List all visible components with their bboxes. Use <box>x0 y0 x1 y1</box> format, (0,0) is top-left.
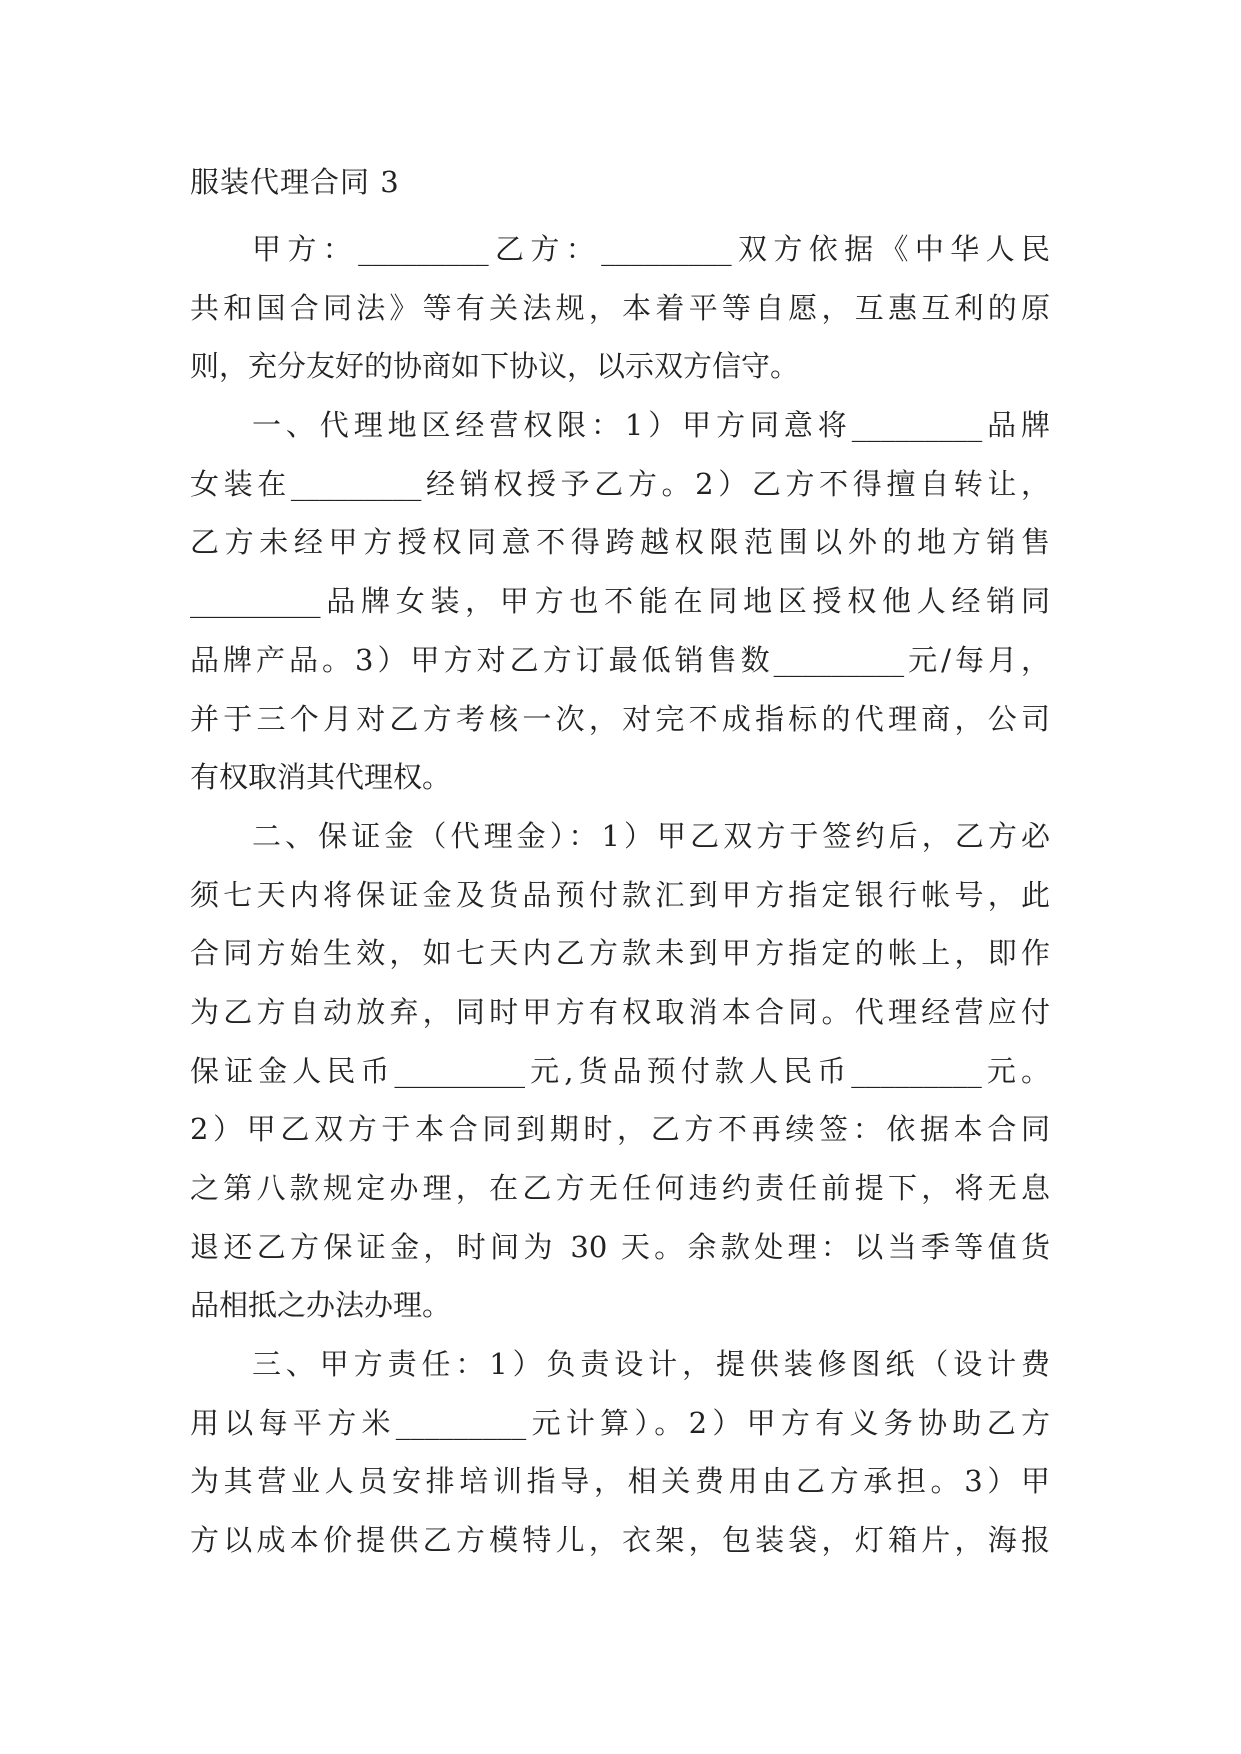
text-line: 退还乙方保证金，时间为 30 天。余款处理：以当季等值货 <box>190 1229 1050 1264</box>
document-title: 服装代理合同 3 <box>190 165 400 199</box>
text-line: 女装在_________经销权授予乙方。2）乙方不得擅自转让， <box>190 466 1050 501</box>
text-line: 一、代理地区经营权限：1）甲方同意将_________品牌 <box>252 408 1050 443</box>
text-line: 用以每平方米_________元计算）。2）甲方有义务协助乙方 <box>190 1405 1050 1440</box>
text-line: 为乙方自动放弃，同时甲方有权取消本合同。代理经营应付 <box>190 994 1050 1029</box>
text-line: 三、甲方责任：1）负责设计，提供装修图纸（设计费 <box>252 1347 1050 1382</box>
document-body <box>190 162 1050 1570</box>
text-line: 则，充分友好的协商如下协议，以示双方信守。 <box>190 349 800 384</box>
text-line: 二、保证金（代理金）：1）甲乙双方于签约后，乙方必 <box>252 818 1050 853</box>
paragraph-parties <box>190 220 1050 396</box>
paragraph-section-3 <box>190 1335 1050 1570</box>
text-line: 合同方始生效，如七天内乙方款未到甲方指定的帐上，即作 <box>190 936 1050 971</box>
text-line: 甲方：_________乙方：_________双方依据《中华人民 <box>252 232 1050 266</box>
text-line: 品牌产品。3）甲方对乙方订最低销售数_________元/每月， <box>190 642 1050 677</box>
text-line: 有权取消其代理权。 <box>190 760 452 795</box>
text-line: 品相抵之办法办理。 <box>190 1288 452 1323</box>
text-line: 乙方未经甲方授权同意不得跨越权限范围以外的地方销售 <box>190 525 1050 560</box>
text-line: 方以成本价提供乙方模特儿，衣架，包装袋，灯箱片，海报 <box>190 1523 1050 1558</box>
text-line: 共和国合同法》等有关法规，本着平等自愿，互惠互利的原 <box>190 290 1050 325</box>
text-line: 须七天内将保证金及货品预付款汇到甲方指定银行帐号，此 <box>190 877 1050 912</box>
text-line: 之第八款规定办理，在乙方无任何违约责任前提下，将无息 <box>190 1171 1050 1205</box>
text-line: _________品牌女装，甲方也不能在同地区授权他人经销同 <box>190 584 1050 619</box>
paragraph-section-2 <box>190 807 1050 1335</box>
paragraph-section-1 <box>190 396 1050 807</box>
text-line: 保证金人民币_________元,货品预付款人民币_________元。 <box>190 1053 1050 1088</box>
text-line: 为其营业人员安排培训指导，相关费用由乙方承担。3）甲 <box>190 1464 1050 1499</box>
text-line: 并于三个月对乙方考核一次，对完不成指标的代理商，公司 <box>190 701 1050 736</box>
text-line: 2）甲乙双方于本合同到期时，乙方不再续签：依据本合同 <box>190 1112 1050 1147</box>
